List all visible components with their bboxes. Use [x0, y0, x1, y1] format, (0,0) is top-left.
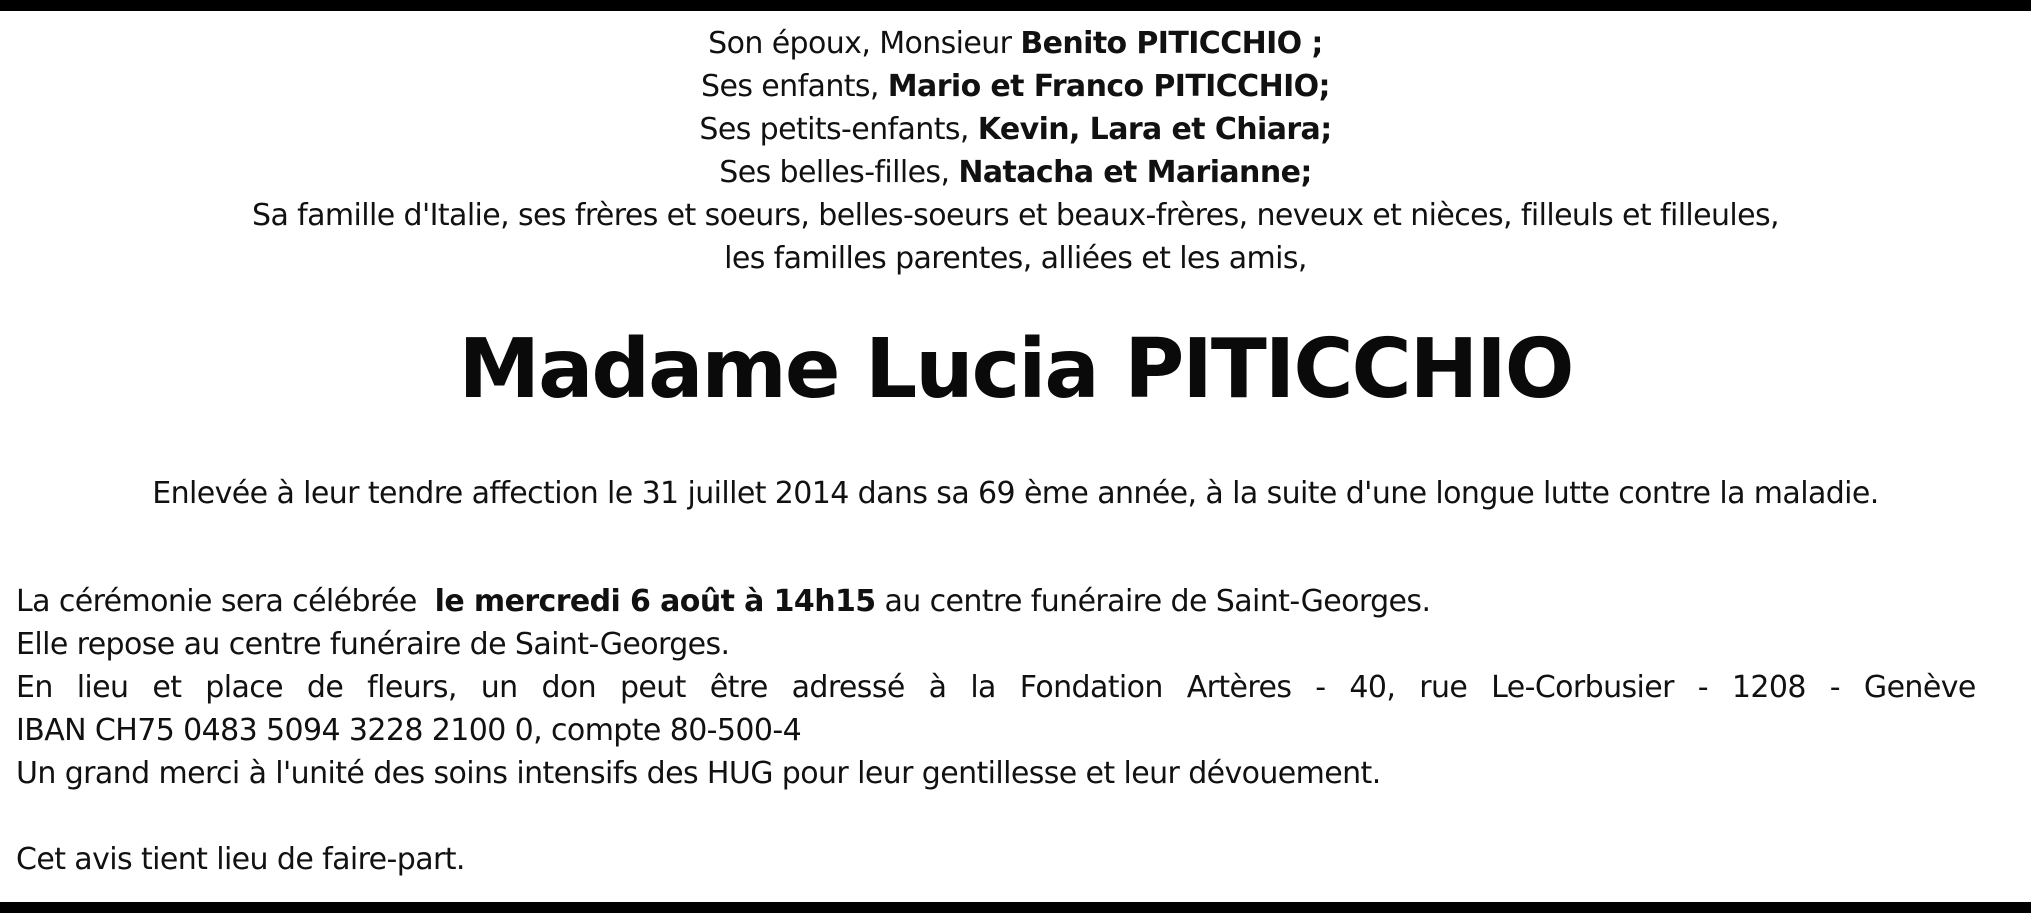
closing-line: Cet avis tient lieu de faire-part.: [16, 842, 465, 877]
children-names: Mario et Franco PITICCHIO;: [887, 69, 1330, 104]
husband-line: [0, 22, 2031, 65]
top-border-rule: [0, 0, 2031, 11]
donation-word: et: [152, 670, 182, 705]
deceased-name: Madame Lucia PITICCHIO: [458, 322, 1573, 417]
donation-word: 40,: [1349, 670, 1396, 705]
donation-word: -: [1315, 670, 1326, 705]
thanks-line: Un grand merci à l'unité des soins intensifs des HUG pour leur gentillesse et leur dévouement.: [16, 756, 1381, 791]
bottom-border-rule: [0, 902, 2031, 913]
donation-word: être: [709, 670, 768, 705]
donation-word: à: [928, 670, 947, 705]
husband-name: Benito PITICCHIO ;: [1020, 26, 1323, 61]
donation-word: don: [541, 670, 597, 705]
blank-spacer: [16, 795, 1976, 838]
ceremony-line: [16, 580, 1976, 623]
donation-word: la: [970, 670, 996, 705]
daughters-in-law-prefix: Ses belles-filles,: [719, 155, 950, 190]
grandchildren-prefix: Ses petits-enfants,: [699, 112, 969, 147]
grandchildren-names: Kevin, Lara et Chiara;: [977, 112, 1332, 147]
family-announcement: [0, 22, 2031, 280]
donation-word: Artères: [1186, 670, 1292, 705]
donation-line: [16, 666, 1976, 709]
donation-word: place: [205, 670, 283, 705]
donation-word: 1208: [1731, 670, 1806, 705]
daughters-in-law-names: Natacha et Marianne;: [958, 155, 1312, 190]
husband-prefix: Son époux, Monsieur: [708, 26, 1012, 61]
donation-word: Genève: [1863, 670, 1976, 705]
donation-word: -: [1697, 670, 1709, 705]
donation-word: lieu: [76, 670, 129, 705]
relatives-friends-line: les familles parentes, alliées et les amis,: [724, 241, 1307, 276]
daughters-in-law-line: [0, 151, 2031, 194]
children-prefix: Ses enfants,: [701, 69, 879, 104]
donation-word: peut: [619, 670, 686, 705]
donation-word: adressé: [791, 670, 905, 705]
donation-word: En: [16, 670, 53, 705]
donation-word: Fondation: [1019, 670, 1163, 705]
donation-word: de: [306, 670, 344, 705]
children-line: [0, 65, 2031, 108]
ceremony-date-time: le mercredi 6 août à 14h15: [434, 584, 876, 619]
iban-line: IBAN CH75 0483 5094 3228 2100 0, compte 80-500-4: [16, 713, 802, 748]
donation-word: un: [480, 670, 518, 705]
donation-word: fleurs,: [367, 670, 457, 705]
extended-family-line: Sa famille d'Italie, ses frères et soeurs, belles-soeurs et beaux-frères, neveux et nièces, filleuls et filleules,: [252, 198, 1779, 233]
grandchildren-line: [0, 108, 2031, 151]
ceremony-details: [16, 580, 1976, 881]
donation-word: rue: [1419, 670, 1468, 705]
ceremony-prefix: La cérémonie sera célébrée: [16, 584, 417, 619]
donation-word: Le-Corbusier: [1491, 670, 1674, 705]
ceremony-suffix: au centre funéraire de Saint-Georges.: [884, 584, 1431, 619]
death-notice: Enlevée à leur tendre affection le 31 juillet 2014 dans sa 69 ème année, à la suite d'une longue lutte contre la maladie.: [152, 476, 1879, 511]
rests-at-line: Elle repose au centre funéraire de Saint-Georges.: [16, 627, 730, 662]
donation-word: -: [1829, 670, 1841, 705]
